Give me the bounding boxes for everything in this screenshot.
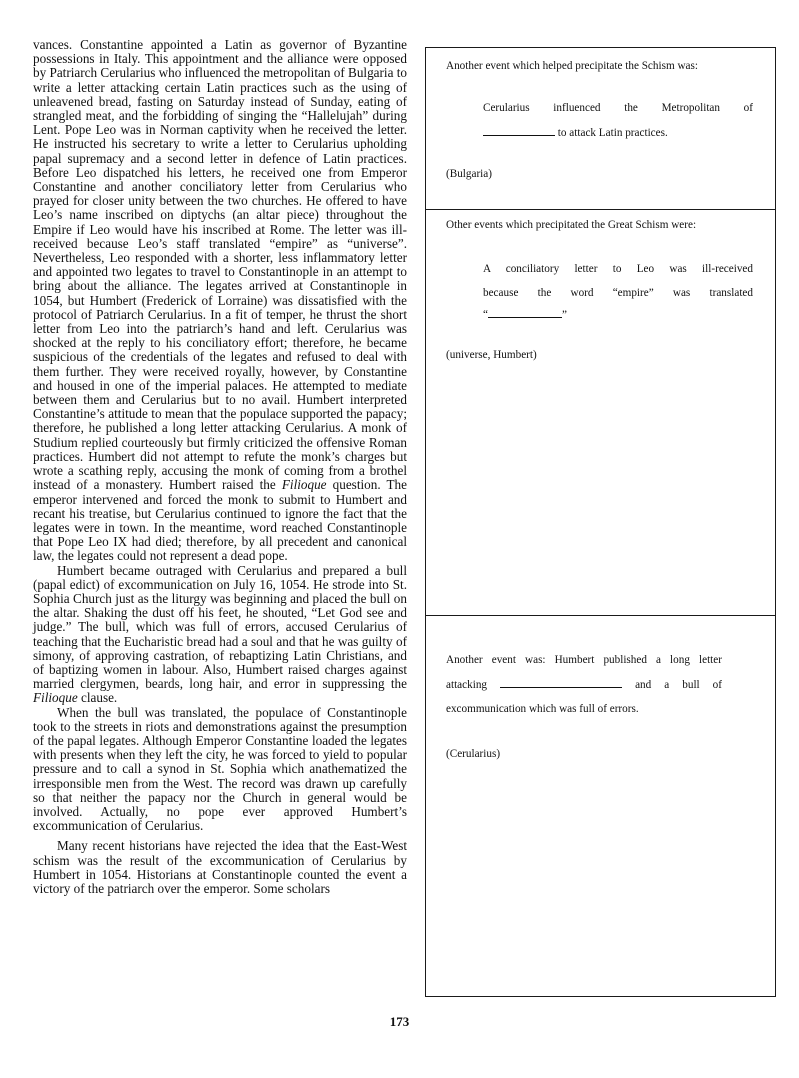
frame-1-intro: Another event which helped precipitate the Schism was: bbox=[446, 60, 698, 72]
frame-2 bbox=[426, 210, 775, 616]
frame-3-line-2-start: attacking bbox=[446, 679, 488, 691]
frame-3-line-2-end: and a bull of bbox=[635, 679, 723, 691]
frame-3 bbox=[426, 616, 775, 996]
main-text-column bbox=[33, 38, 407, 896]
frame-2-line-3 bbox=[483, 308, 753, 322]
programmed-frames bbox=[425, 47, 776, 997]
answer-blank[interactable] bbox=[488, 315, 562, 318]
frame-2-intro: Other events which precipitated the Great Schism were: bbox=[446, 219, 697, 231]
frame-2-answer: (universe, Humbert) bbox=[446, 349, 537, 361]
paragraph-1-text: vances. Constantine appointed a Latin as governor of Byzantine possessions in Italy. This appointment and the alliance were opposed by Patriarch Cerularius who influenced the metropolitan of Bulgaria to write a letter attacking certain Latin practices such as the using of unleavened bread, fasting on Saturday instead of Sunday, eating of strangled meat, and the forbidding of singing the “Hallelujah” during Lent. Pope Leo was in Norman captivity when he received the letter. He instructed his secretary to write a letter to Cerularius upholding papal supremacy and a second letter in defence of Latin practices. Before Leo dispatched his letters, he received one from Emperor Constantine and another conciliatory letter from Cerularius who prayed for closer unity between the two churches. He offered to have Leo’s name inscribed on diptychs (an altar piece) throughout the Empire if Leo would have his inscribed at Rome. The letter was ill-received because Leo’s staff translated “empire” as “universe”. Nevertheless, Leo responded with a shorter, less inflammatory letter and appointed two legates to travel to Constantinople in an attempt to bring about the alliance. The legates arrived at Constantinople in 1054, but Humbert (Frederick of Lorraine) was dissatisfied with the protocol of Patriarch Cerularius. In a fit of temper, he thrust the short letter from Leo into the patriarch’s hand and left. Cerularius was shocked at the reply to his conciliatory effort; therefore, he became suspicious of the credentials of the legates and refused to deal with them further. They were received royally, however, by Constantine and housed in one of the imperial palaces. He attempted to mediate between them and Cerularius but to no avail. Humbert interpreted Constantine’s attitude to mean that the populace supported the papacy; therefore, he published a long letter attacking Cerularius. A monk of Studium replied courteously but firmly criticized the offensive Roman practices. Humbert did not attempt to refute the monk’s charges but wrote a scathing reply, accusing the monk of coming from a brothel instead of a monastery. Humbert raised the bbox=[33, 37, 407, 493]
paragraph-2-text: Humbert became outraged with Cerularius and prepared a bull (papal edict) of excommunication on July 16, 1054. He strode into St. Sophia Church just as the liturgy was beginning and placed the bull on the altar. Shaking the dust off his feet, he shouted, “Let God see and judge.” The bull, which was full of errors, accused Cerularius of teaching that the Eucharistic bread had a soul and that he was guilty of simony, of approving castration, of rebaptizing Latin Christians, and of baptizing women in labour. Also, Humbert raised charges against married clergymen, beards, long hair, and error in suppressing the bbox=[33, 562, 407, 692]
frame-1-answer: (Bulgaria) bbox=[446, 168, 492, 180]
paragraph-1 bbox=[33, 38, 407, 564]
paragraph-3: When the bull was translated, the populace of Constantinople took to the streets in riots and demonstrations against the presumption of the papal legates. Although Emperor Constantine loaded the legates with presents when they left the city, he was forced to yield to popular pressure and to call a synod in St. Sophia which anathematized the irresponsible men from the West. The record was drawn up carefully so that neither the papacy nor the Church in general would be involved. Actually, no pope ever approved Humbert’s excommunication of Cerularius. bbox=[33, 704, 407, 834]
close-quote: ” bbox=[561, 309, 567, 321]
answer-blank[interactable] bbox=[483, 133, 555, 136]
frame-1-line-1: Cerularius influenced the Metropolitan of bbox=[483, 102, 753, 114]
frame-1-line-2 bbox=[483, 126, 753, 140]
frame-3-line-3: excommunication which was full of errors. bbox=[446, 703, 639, 715]
frame-3-line-2 bbox=[446, 678, 722, 692]
page-number: 173 bbox=[389, 1014, 410, 1029]
open-quote: “ bbox=[483, 309, 488, 321]
filioque-term: Filioque bbox=[281, 477, 327, 493]
frame-2-line-1: A conciliatory letter to Leo was ill-received bbox=[483, 263, 753, 275]
frame-1 bbox=[426, 48, 775, 210]
paragraph-4: Many recent historians have rejected the idea that the East-West schism was the result of the excommunication of Cerularius by Humbert in 1054. Historians at Constantinople counted the event a victory of the patriarch over the emperor. Some scholars bbox=[33, 838, 407, 896]
frame-3-answer: (Cerularius) bbox=[446, 748, 501, 760]
paragraph-2 bbox=[33, 564, 407, 706]
answer-blank[interactable] bbox=[500, 685, 622, 688]
paragraph-1-tail: question. The emperor intervened and forced the monk to submit to Humbert and recant his treatise, but Cerularius continued to ignore the fact that the legates were in town. In the meantime, word reached Constantinople that Pope Leo IX had died; therefore, by all precedent and canonical law, the legates could not represent a dead pope. bbox=[33, 477, 408, 564]
frame-3-line-1: Another event was: Humbert published a long letter bbox=[446, 654, 722, 666]
frame-1-line-2-text: to attack Latin practices. bbox=[557, 127, 668, 139]
paragraph-2-tail: clause. bbox=[77, 690, 118, 706]
filioque-term: Filioque bbox=[33, 690, 78, 706]
frame-2-line-2: because the word “empire” was translated bbox=[483, 287, 753, 299]
